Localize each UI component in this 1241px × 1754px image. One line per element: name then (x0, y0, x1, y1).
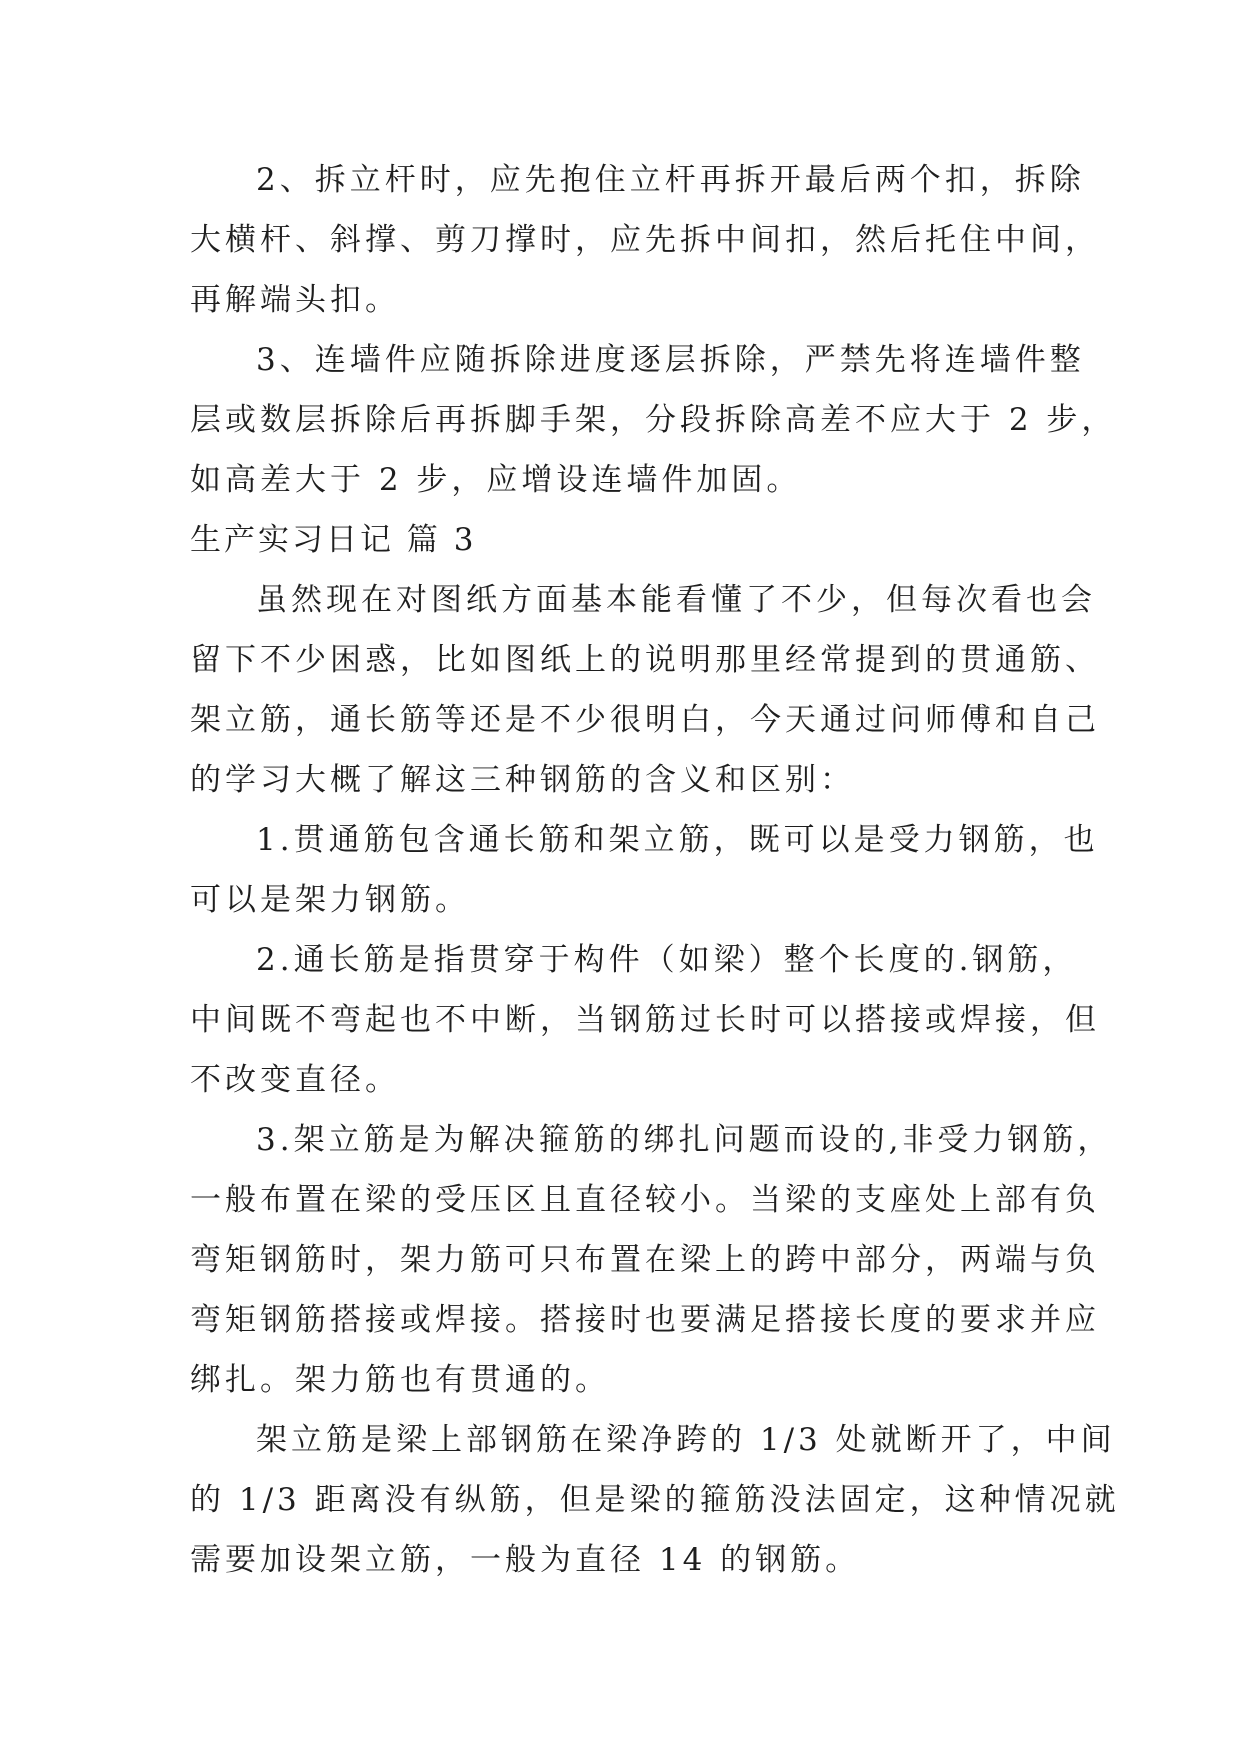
text-line: 留下不少困惑，比如图纸上的说明那里经常提到的贯通筋、 (190, 642, 1100, 678)
text-line: 弯矩钢筋时，架力筋可只布置在梁上的跨中部分，两端与负 (190, 1242, 1100, 1278)
text-line: 3、连墙件应随拆除进度逐层拆除，严禁先将连墙件整 (256, 342, 1085, 378)
paragraph-rule-2 (190, 150, 1100, 330)
paragraph-item-1 (190, 810, 1099, 930)
section-heading: 生产实习日记 篇 3 (190, 522, 477, 558)
document-body (190, 150, 1120, 1590)
text-line: 1.贯通筋包含通长筋和架立筋，既可以是受力钢筋，也 (256, 822, 1099, 858)
paragraph-note (190, 1410, 1120, 1590)
text-line: 大横杆、斜撑、剪刀撑时，应先拆中间扣，然后托住中间， (190, 222, 1100, 258)
paragraph-rule-3 (190, 330, 1117, 510)
text-line: 可以是架力钢筋。 (190, 882, 470, 918)
text-line: 层或数层拆除后再拆脚手架，分段拆除高差不应大于 2 步， (190, 402, 1117, 438)
text-line: 再解端头扣。 (190, 282, 400, 318)
paragraph-intro (190, 570, 1100, 810)
text-line: 架立筋，通长筋等还是不少很明白，今天通过问师傅和自己 (190, 702, 1100, 738)
paragraph-item-3 (190, 1110, 1113, 1410)
text-line: 的学习大概了解这三种钢筋的含义和区别： (190, 762, 855, 798)
text-line: 虽然现在对图纸方面基本能看懂了不少，但每次看也会 (256, 582, 1096, 618)
paragraph-item-2 (190, 930, 1100, 1110)
text-line: 2、拆立杆时，应先抱住立杆再拆开最后两个扣，拆除 (256, 162, 1085, 198)
text-line: 如高差大于 2 步，应增设连墙件加固。 (190, 462, 802, 498)
text-line: 中间既不弯起也不中断，当钢筋过长时可以搭接或焊接，但 (190, 1002, 1100, 1038)
text-line: 需要加设架立筋，一般为直径 14 的钢筋。 (190, 1542, 861, 1578)
text-line: 2.通长筋是指贯穿于构件（如梁）整个长度的.钢筋， (256, 942, 1078, 978)
text-line: 的 1/3 距离没有纵筋，但是梁的箍筋没法固定，这种情况就 (190, 1482, 1120, 1518)
text-line: 一般布置在梁的受压区且直径较小。当梁的支座处上部有负 (190, 1182, 1100, 1218)
text-line: 绑扎。架力筋也有贯通的。 (190, 1362, 610, 1398)
text-line: 3.架立筋是为解决箍筋的绑扎问题而设的,非受力钢筋， (256, 1122, 1113, 1158)
text-line: 弯矩钢筋搭接或焊接。搭接时也要满足搭接长度的要求并应 (190, 1302, 1100, 1338)
text-line: 不改变直径。 (190, 1062, 400, 1098)
text-line: 架立筋是梁上部钢筋在梁净跨的 1/3 处就断开了，中间 (256, 1422, 1116, 1458)
